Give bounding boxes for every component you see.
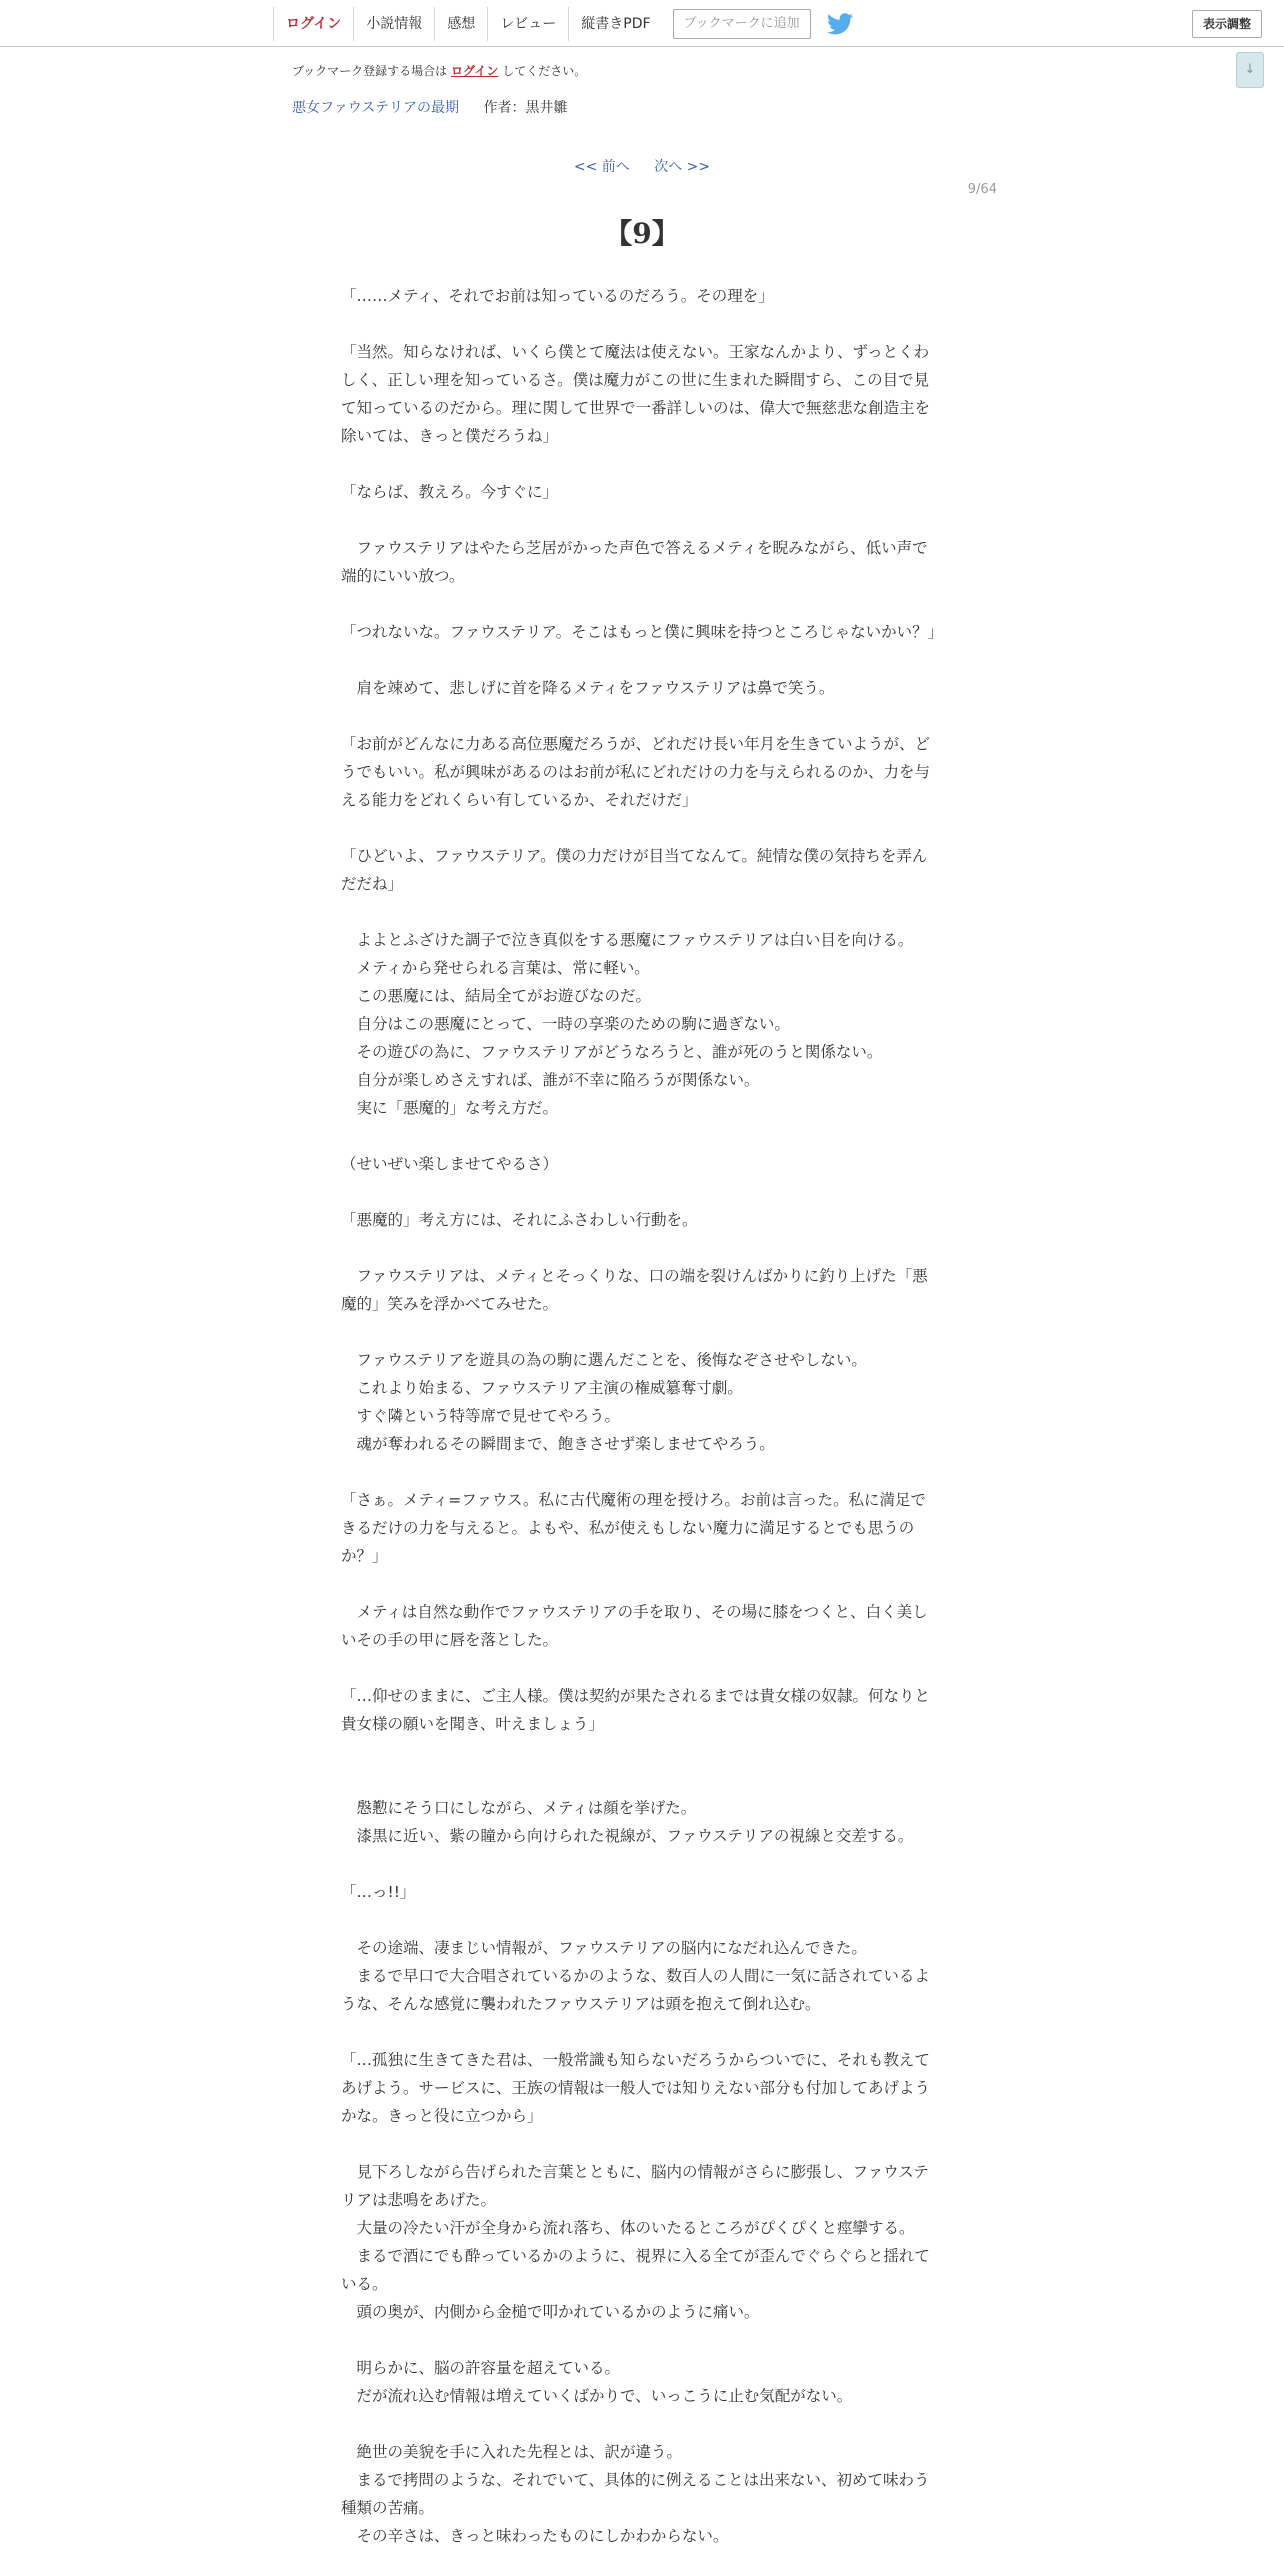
body-paragraph xyxy=(341,1766,941,1794)
body-paragraph: 「…仰せのままに、ご主人様。僕は契約が果たされるまでは貴女様の奴隷。何なりと貴女様の願いを聞き、叶えましょう」 xyxy=(341,1687,931,1733)
body-paragraph: 魂が奪われるその瞬間まで、飽きさせず楽しませてやろう。 xyxy=(341,1435,775,1453)
body-paragraph xyxy=(341,310,941,338)
body-paragraph: まるで拷問のような、それでいて、具体的に例えることは出来ない、初めて味わう種類の苦痛。 xyxy=(341,2471,930,2517)
body-paragraph xyxy=(341,1850,941,1878)
top-bar xyxy=(0,0,1284,47)
body-paragraph xyxy=(341,590,941,618)
body-paragraph: 「悪魔的」考え方には、それにふさわしい行動を。 xyxy=(341,1211,698,1229)
body-paragraph: 「ひどいよ、ファウステリア。僕の力だけが目当てなんて。純情な僕の気持ちを弄んだだね」 xyxy=(341,847,928,893)
body-paragraph xyxy=(341,1738,941,1766)
body-paragraph: 実に「悪魔的」な考え方だ。 xyxy=(341,1099,559,1117)
display-settings-button[interactable]: 表示調整 xyxy=(1192,10,1262,38)
body-paragraph xyxy=(341,450,941,478)
body-paragraph: 「つれないな。ファウステリア。そこはもっと僕に興味を持つところじゃないかい？」 xyxy=(341,623,944,641)
body-paragraph xyxy=(341,2326,941,2354)
body-paragraph xyxy=(341,814,941,842)
body-paragraph: （せいぜい楽しませてやるさ） xyxy=(341,1155,559,1173)
novel-title-link[interactable]: 悪女ファウステリアの最期 xyxy=(292,100,460,116)
prev-chapter-link[interactable]: << 前へ xyxy=(573,159,630,175)
chapter-pager xyxy=(0,156,1284,176)
body-paragraph xyxy=(341,2130,941,2158)
body-paragraph: 「さぁ。メティ=ファウス。私に古代魔術の理を授けろ。お前は言った。私に満足できるだけの力を与えると。よもや、私が使えもしない魔力に満足するとでも思うのか？」 xyxy=(341,1491,926,1565)
body-paragraph xyxy=(341,1458,941,1486)
body-paragraph xyxy=(341,1654,941,1682)
scroll-down-tab[interactable]: ↓ xyxy=(1236,52,1264,88)
body-paragraph: 明らかに、脳の許容量を超えている。 xyxy=(341,2359,621,2377)
bookmark-note-prefix: ブックマーク登録する場合は xyxy=(292,64,448,78)
body-paragraph: ファウステリアはやたら芝居がかった声色で答えるメティを睨みながら、低い声で端的にいい放つ。 xyxy=(341,539,928,585)
top-nav xyxy=(273,7,853,41)
body-paragraph xyxy=(341,506,941,534)
nav-novel-info[interactable]: 小説情報 xyxy=(353,7,434,41)
body-paragraph xyxy=(341,1570,941,1598)
body-paragraph: よよとふざけた調子で泣き真似をする悪魔にファウステリアは白い目を向ける。 xyxy=(341,931,914,949)
body-paragraph: メティは自然な動作でファウステリアの手を取り、その場に膝をつくと、白く美しいその手の甲に唇を落とした。 xyxy=(341,1603,928,1649)
body-paragraph xyxy=(341,646,941,674)
body-paragraph: すぐ隣という特等席で見せてやろう。 xyxy=(341,1407,621,1425)
chapter-count: 9/64 xyxy=(967,182,997,197)
bookmark-note-suffix: してください。 xyxy=(502,64,587,78)
body-paragraph: 頭の奥が、内側から金槌で叩かれているかのように痛い。 xyxy=(341,2303,760,2321)
body-paragraph: まるで酒にでも酔っているかのように、視界に入る全てが歪んでぐらぐらと揺れている。 xyxy=(341,2247,930,2293)
body-paragraph: その遊びの為に、ファウステリアがどうなろうと、誰が死のうと関係ない。 xyxy=(341,1043,883,1061)
body-paragraph: 大量の冷たい汗が全身から流れ落ち、体のいたるところがぴくぴくと痙攣する。 xyxy=(341,2219,915,2237)
body-paragraph xyxy=(341,898,941,926)
body-paragraph: 慇懃にそう口にしながら、メティは顔を挙げた。 xyxy=(341,1799,697,1817)
body-paragraph xyxy=(341,1906,941,1934)
body-paragraph: 「…っ!!」 xyxy=(341,1883,416,1901)
body-paragraph: 「お前がどんなに力ある高位悪魔だろうが、どれだけ長い年月を生きていようが、どうでもいい。私が興味があるのはお前が私にどれだけの力を与えられるのか、力を与える能力をどれくらい有しているか、それだけだ」 xyxy=(341,735,931,809)
body-paragraph: その辛さは、きっと味わったものにしかわからない。 xyxy=(341,2527,729,2545)
body-paragraph xyxy=(341,1234,941,1262)
bookmark-note-login-link[interactable]: ログイン xyxy=(451,64,499,78)
body-paragraph xyxy=(341,2018,941,2046)
body-paragraph xyxy=(341,1178,941,1206)
next-chapter-link[interactable]: 次へ >> xyxy=(654,159,711,175)
chapter-title: 【9】 xyxy=(604,217,680,250)
chapter-body xyxy=(341,282,944,2550)
body-paragraph: 漆黒に近い、紫の瞳から向けられた視線が、ファウステリアの視線と交差する。 xyxy=(341,1827,914,1845)
body-paragraph: 「……メティ、それでお前は知っているのだろう。その理を」 xyxy=(341,287,774,305)
body-paragraph: 見下ろしながら告げられた言葉とともに、脳内の情報がさらに膨張し、ファウステリアは悲鳴をあげた。 xyxy=(341,2163,929,2209)
nav-login[interactable]: ログイン xyxy=(273,7,353,41)
body-paragraph: メティから発せられる言葉は、常に軽い。 xyxy=(341,959,650,977)
add-bookmark-button[interactable]: ブックマークに追加 xyxy=(673,9,811,39)
body-paragraph: 「当然。知らなければ、いくら僕とて魔法は使えない。王家なんかより、ずっとくわしく、正しい理を知っているさ。僕は魔力がこの世に生まれた瞬間すら、この目で見て知っているのだから。理に関して世界で一番詳しいのは、偉大で無慈悲な創造主を除いては、きっと僕だろうね」 xyxy=(341,343,931,445)
nav-vertical-pdf[interactable]: 縦書きPDF xyxy=(568,7,662,41)
bookmark-login-note xyxy=(292,62,586,79)
body-paragraph: この悪魔には、結局全てがお遊びなのだ。 xyxy=(341,987,652,1005)
author-name: 作者：黒井雛 xyxy=(483,100,568,116)
twitter-icon[interactable] xyxy=(827,13,853,35)
body-paragraph: 「ならば、教えろ。今すぐに」 xyxy=(341,483,559,501)
body-paragraph: 肩を竦めて、悲しげに首を降るメティをファウステリアは鼻で笑う。 xyxy=(341,679,835,697)
nav-review[interactable]: レビュー xyxy=(487,7,568,41)
nav-impressions[interactable]: 感想 xyxy=(434,7,487,41)
body-paragraph xyxy=(341,2410,941,2438)
body-paragraph: 「…孤独に生きてきた君は、一般常識も知らないだろうからついでに、それも教えてあげよう。サービスに、王族の情報は一般人では知りえない部分も付加してあげようかな。きっと役に立つから」 xyxy=(341,2051,931,2125)
body-paragraph: ファウステリアを遊具の為の駒に選んだことを、後悔なぞさせやしない。 xyxy=(341,1351,867,1369)
body-paragraph: その途端、凄まじい情報が、ファウステリアの脳内になだれ込んできた。 xyxy=(341,1939,867,1957)
novel-header xyxy=(292,97,567,117)
body-paragraph: ファウステリアは、メティとそっくりな、口の端を裂けんばかりに釣り上げた「悪魔的」笑みを浮かべてみせた。 xyxy=(341,1267,928,1313)
body-paragraph: 絶世の美貌を手に入れた先程とは、訳が違う。 xyxy=(341,2443,683,2461)
body-paragraph xyxy=(341,1122,941,1150)
body-paragraph: 自分が楽しめさえすれば、誰が不幸に陥ろうが関係ない。 xyxy=(341,1071,760,1089)
body-paragraph: 自分はこの悪魔にとって、一時の享楽のための駒に過ぎない。 xyxy=(341,1015,790,1033)
body-paragraph: まるで早口で大合唱されているかのような、数百人の人間に一気に話されているような、そんな感覚に襲われたファウステリアは頭を抱えて倒れ込む。 xyxy=(341,1967,930,2013)
body-paragraph: これより始まる、ファウステリア主演の権威簒奪寸劇。 xyxy=(341,1379,743,1397)
body-paragraph: だが流れ込む情報は増えていくばかりで、いっこうに止む気配がない。 xyxy=(341,2387,853,2405)
body-paragraph xyxy=(341,1318,941,1346)
body-paragraph xyxy=(341,702,941,730)
